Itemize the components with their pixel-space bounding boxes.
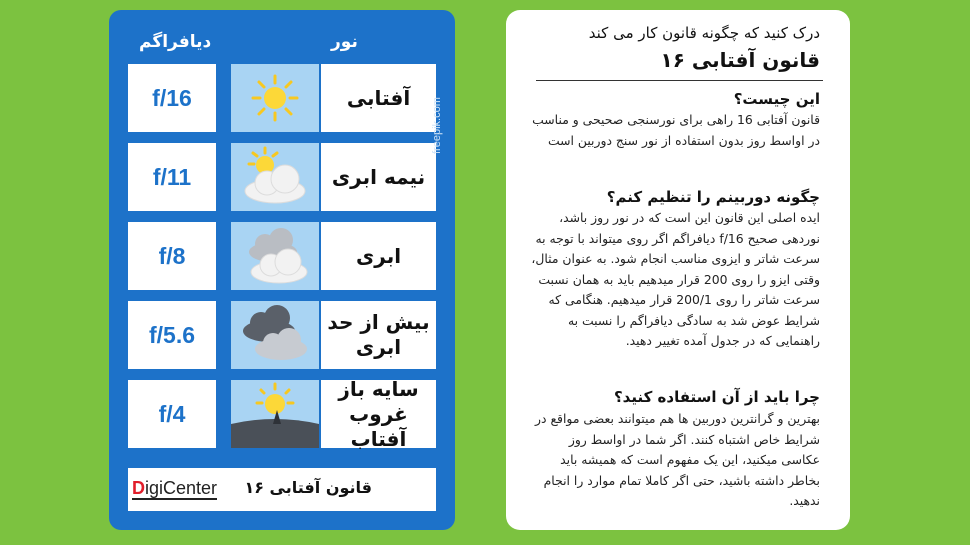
fstop-value: f/11 bbox=[128, 143, 216, 211]
card-footer bbox=[128, 468, 436, 511]
table-row-cloudy bbox=[128, 222, 436, 290]
section-body-what: قانون آفتابی 16 راهی برای نورسنجی صحیحی و مناسب در اواسط روز بدون استفاده از نور سنج دوربین است bbox=[532, 112, 820, 148]
section-body-why: بهترین و گرانترین دوربین ها هم میتوانند بعضی مواقع در شرایط خاص اشتباه کنند. اگر شما در اواسط روز عکاسی میکنید، این یک مفهوم است که همیشه باید بخاطر داشته باشید، حتی اگر کاملا تمام موارد را انجام ندهید. bbox=[535, 411, 820, 508]
table-row-partly-cloudy bbox=[128, 143, 436, 211]
section-body-how: ایده اصلی این قانون این است که در نور روز باشد، نوردهی صحیح f/16 دیافراگم اگر روی میتواند با توجه به سرعت شاتر و ایزوی مناسب انجام شود. به عنوان مثال، وقتی ایزو را روی 200 قرار میدهیم باید به همان نسبت سرعت شاتر را روی 200/1 قرار میدهیم. هنگامی که شرایط عوض شد به سادگی دیافراگم را نسبت به راهنمایی که در جدول آمده تغییر دهید. bbox=[531, 210, 820, 348]
panel-title: قانون آفتابی ۱۶ bbox=[660, 48, 820, 72]
header-aperture: دیافراگم bbox=[139, 32, 212, 52]
fstop-value: f/8 bbox=[128, 222, 216, 290]
table-row-sunset bbox=[128, 376, 436, 451]
fstop-value: f/16 bbox=[128, 64, 216, 132]
section-heading-what: این چیست؟ bbox=[733, 90, 820, 108]
table-row-overcast bbox=[128, 301, 436, 369]
digicenter-logo: DigiCenter bbox=[132, 478, 218, 498]
panel-subtitle: درک کنید که چگونه قانون کار می کند bbox=[588, 24, 820, 42]
watermark: freepik.com bbox=[431, 97, 443, 154]
header-light: نور bbox=[331, 32, 358, 52]
divider bbox=[536, 80, 823, 81]
condition-label: آفتابی bbox=[321, 64, 436, 132]
condition-label: ابری bbox=[321, 222, 436, 290]
section-heading-why: چرا باید از آن استفاده کنید؟ bbox=[613, 388, 820, 406]
fstop-value: f/4 bbox=[128, 380, 216, 448]
condition-label: نیمه ابری bbox=[321, 143, 436, 211]
sun-cloud-icon bbox=[231, 143, 319, 211]
condition-label: سایه باز غروب آفتاب bbox=[321, 380, 436, 448]
footer-title: قانون آفتابی ۱۶ bbox=[244, 478, 372, 497]
dark-clouds-icon bbox=[231, 301, 319, 369]
sunny16-card bbox=[109, 10, 455, 530]
condition-label: بیش از حد ابری bbox=[321, 301, 436, 369]
sunset-icon bbox=[231, 380, 319, 448]
explanation-panel bbox=[506, 10, 850, 530]
table-row-sunny bbox=[128, 64, 436, 132]
fstop-value: f/5.6 bbox=[128, 301, 216, 369]
cloudy-icon bbox=[231, 222, 319, 290]
sun-icon bbox=[231, 64, 319, 132]
section-heading-how: چگونه دوربینم را تنظیم کنم؟ bbox=[606, 188, 820, 206]
